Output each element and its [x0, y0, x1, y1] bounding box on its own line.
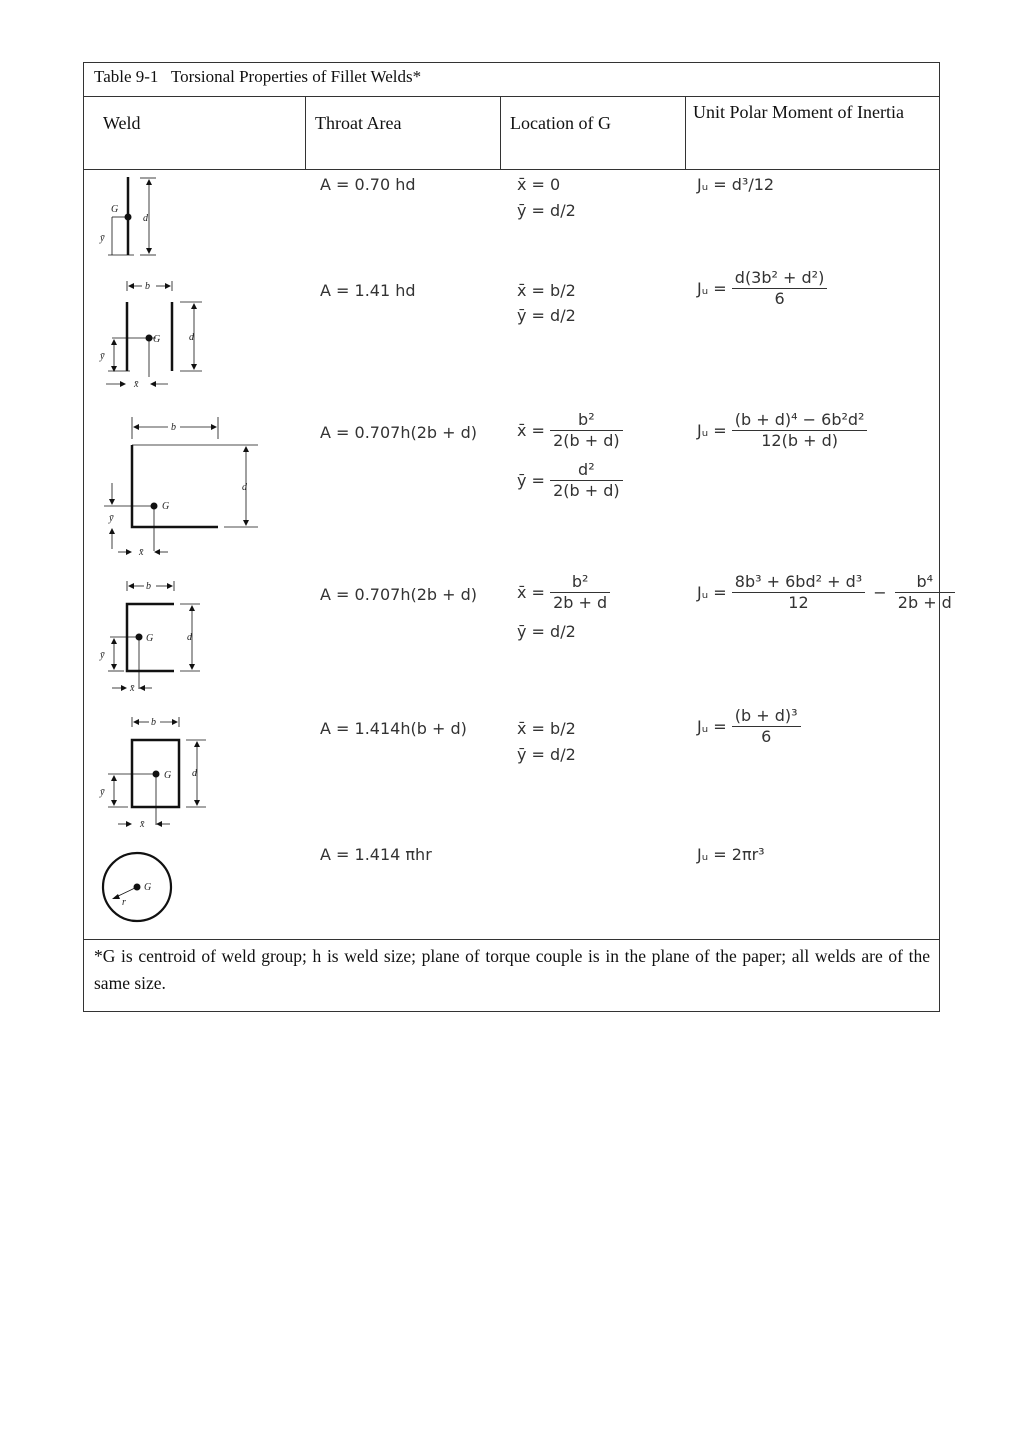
row1-area: A = 0.70 hd — [320, 175, 416, 194]
label-g: G — [153, 334, 161, 345]
loc-y-denominator: 2(b + d) — [553, 481, 620, 500]
row3-area: A = 0.707h(2b + d) — [320, 423, 478, 442]
header-weld: Weld — [103, 113, 141, 133]
label-b: b — [171, 422, 176, 433]
row4-loc-y: ȳ = d/2 — [517, 622, 576, 641]
row2-moment — [697, 268, 827, 309]
weld-diagram-two-vertical — [94, 275, 214, 393]
row3-loc-x — [517, 410, 623, 451]
row6-area: A = 1.414 πhr — [320, 845, 432, 864]
label-d: d — [192, 768, 197, 779]
table-caption: Table 9-1 Torsional Properties of Fillet Welds* — [94, 67, 422, 86]
label-ybar: ȳ — [109, 513, 114, 524]
row1-loc-x: x̄ = 0 — [517, 175, 561, 194]
row2-loc-y: ȳ = d/2 — [517, 306, 576, 325]
moment-fraction — [732, 410, 868, 451]
moment-numerator: d(3b² + d²) — [732, 268, 828, 289]
moment-fraction-2 — [895, 572, 955, 613]
row6-moment: Jᵤ = 2πr³ — [697, 845, 765, 864]
header-moment: Unit Polar Moment of Inertia — [693, 102, 904, 122]
moment-fraction-1 — [732, 572, 865, 613]
label-xbar: x̄ — [134, 379, 139, 390]
moment-numerator: (b + d)³ — [732, 706, 801, 727]
moment-denominator: 12(b + d) — [761, 431, 838, 450]
label-g: G — [164, 770, 172, 781]
label-d: d — [242, 482, 247, 493]
label-r: r — [122, 897, 126, 908]
label-xbar: x̄ — [139, 547, 144, 558]
label-g: G — [144, 882, 152, 893]
table-footnote: *G is centroid of weld group; h is weld size; plane of torque couple is in the plane of the paper; all welds are of the same size. — [94, 946, 930, 993]
moment-fraction — [732, 268, 828, 309]
loc-x-numerator: b² — [550, 410, 623, 431]
row5-area: A = 1.414h(b + d) — [320, 719, 467, 738]
weld-diagram-single-vertical — [94, 175, 174, 260]
label-ybar: ȳ — [100, 787, 105, 798]
label-d: d — [187, 632, 192, 643]
label-g: G — [146, 633, 154, 644]
loc-x-fraction — [550, 410, 623, 451]
label-b: b — [146, 581, 151, 592]
loc-x-denominator: 2(b + d) — [553, 431, 620, 450]
footnote-divider — [84, 939, 939, 940]
loc-x-lhs: x̄ = — [517, 583, 545, 602]
header-throat-area: Throat Area — [315, 113, 402, 133]
moment-denominator-1: 12 — [788, 593, 809, 612]
loc-y-numerator: d² — [550, 460, 623, 481]
label-xbar: x̄ — [130, 683, 135, 694]
header-location: Location of G — [510, 113, 611, 133]
moment-lhs: Jᵤ = — [697, 717, 727, 736]
weld-diagram-c-shape — [94, 575, 214, 695]
label-ybar: ȳ — [100, 233, 105, 244]
weld-diagram-l-shape — [94, 411, 274, 556]
label-xbar: x̄ — [140, 819, 145, 830]
loc-x-lhs: x̄ = — [517, 421, 545, 440]
label-g: G — [162, 501, 170, 512]
row1-loc-y: ȳ = d/2 — [517, 201, 576, 220]
row5-loc-y: ȳ = d/2 — [517, 745, 576, 764]
row4-loc-x — [517, 572, 610, 613]
loc-y-lhs: ȳ = — [517, 471, 545, 490]
moment-fraction — [732, 706, 801, 747]
loc-x-denominator: 2b + d — [553, 593, 608, 612]
row4-moment — [697, 572, 955, 613]
label-g: G — [111, 204, 119, 215]
moment-numerator: (b + d)⁴ − 6b²d² — [732, 410, 868, 431]
label-ybar: ȳ — [100, 650, 105, 661]
label-b: b — [145, 281, 150, 292]
label-d: d — [189, 332, 194, 343]
row3-loc-y — [517, 460, 623, 501]
loc-y-fraction — [550, 460, 623, 501]
row5-loc-x: x̄ = b/2 — [517, 719, 576, 738]
moment-numerator-1: 8b³ + 6bd² + d³ — [732, 572, 865, 593]
loc-x-numerator: b² — [550, 572, 610, 593]
moment-lhs: Jᵤ = — [697, 421, 727, 440]
loc-x-fraction — [550, 572, 610, 613]
row2-area: A = 1.41 hd — [320, 281, 416, 300]
label-ybar: ȳ — [100, 351, 105, 362]
header-separator — [685, 96, 686, 169]
moment-lhs: Jᵤ = — [697, 583, 727, 602]
row3-moment — [697, 410, 867, 451]
row1-moment: Jᵤ = d³/12 — [697, 175, 775, 194]
weld-diagram-rectangle — [94, 713, 214, 831]
header-separator — [305, 96, 306, 169]
label-b: b — [151, 717, 156, 728]
moment-denominator-2: 2b + d — [897, 593, 952, 612]
weld-diagram-circle — [100, 851, 180, 931]
label-d: d — [143, 213, 148, 224]
header-separator — [500, 96, 501, 169]
torsional-properties-table — [83, 62, 952, 1012]
moment-numerator-2: b⁴ — [895, 572, 955, 593]
moment-minus: − — [873, 583, 887, 602]
row5-moment — [697, 706, 801, 747]
row4-area: A = 0.707h(2b + d) — [320, 585, 478, 604]
moment-denominator: 6 — [774, 289, 785, 308]
caption-divider — [84, 96, 939, 97]
moment-lhs: Jᵤ = — [697, 279, 727, 298]
header-divider — [84, 169, 939, 170]
row2-loc-x: x̄ = b/2 — [517, 281, 576, 300]
moment-denominator: 6 — [761, 727, 772, 746]
